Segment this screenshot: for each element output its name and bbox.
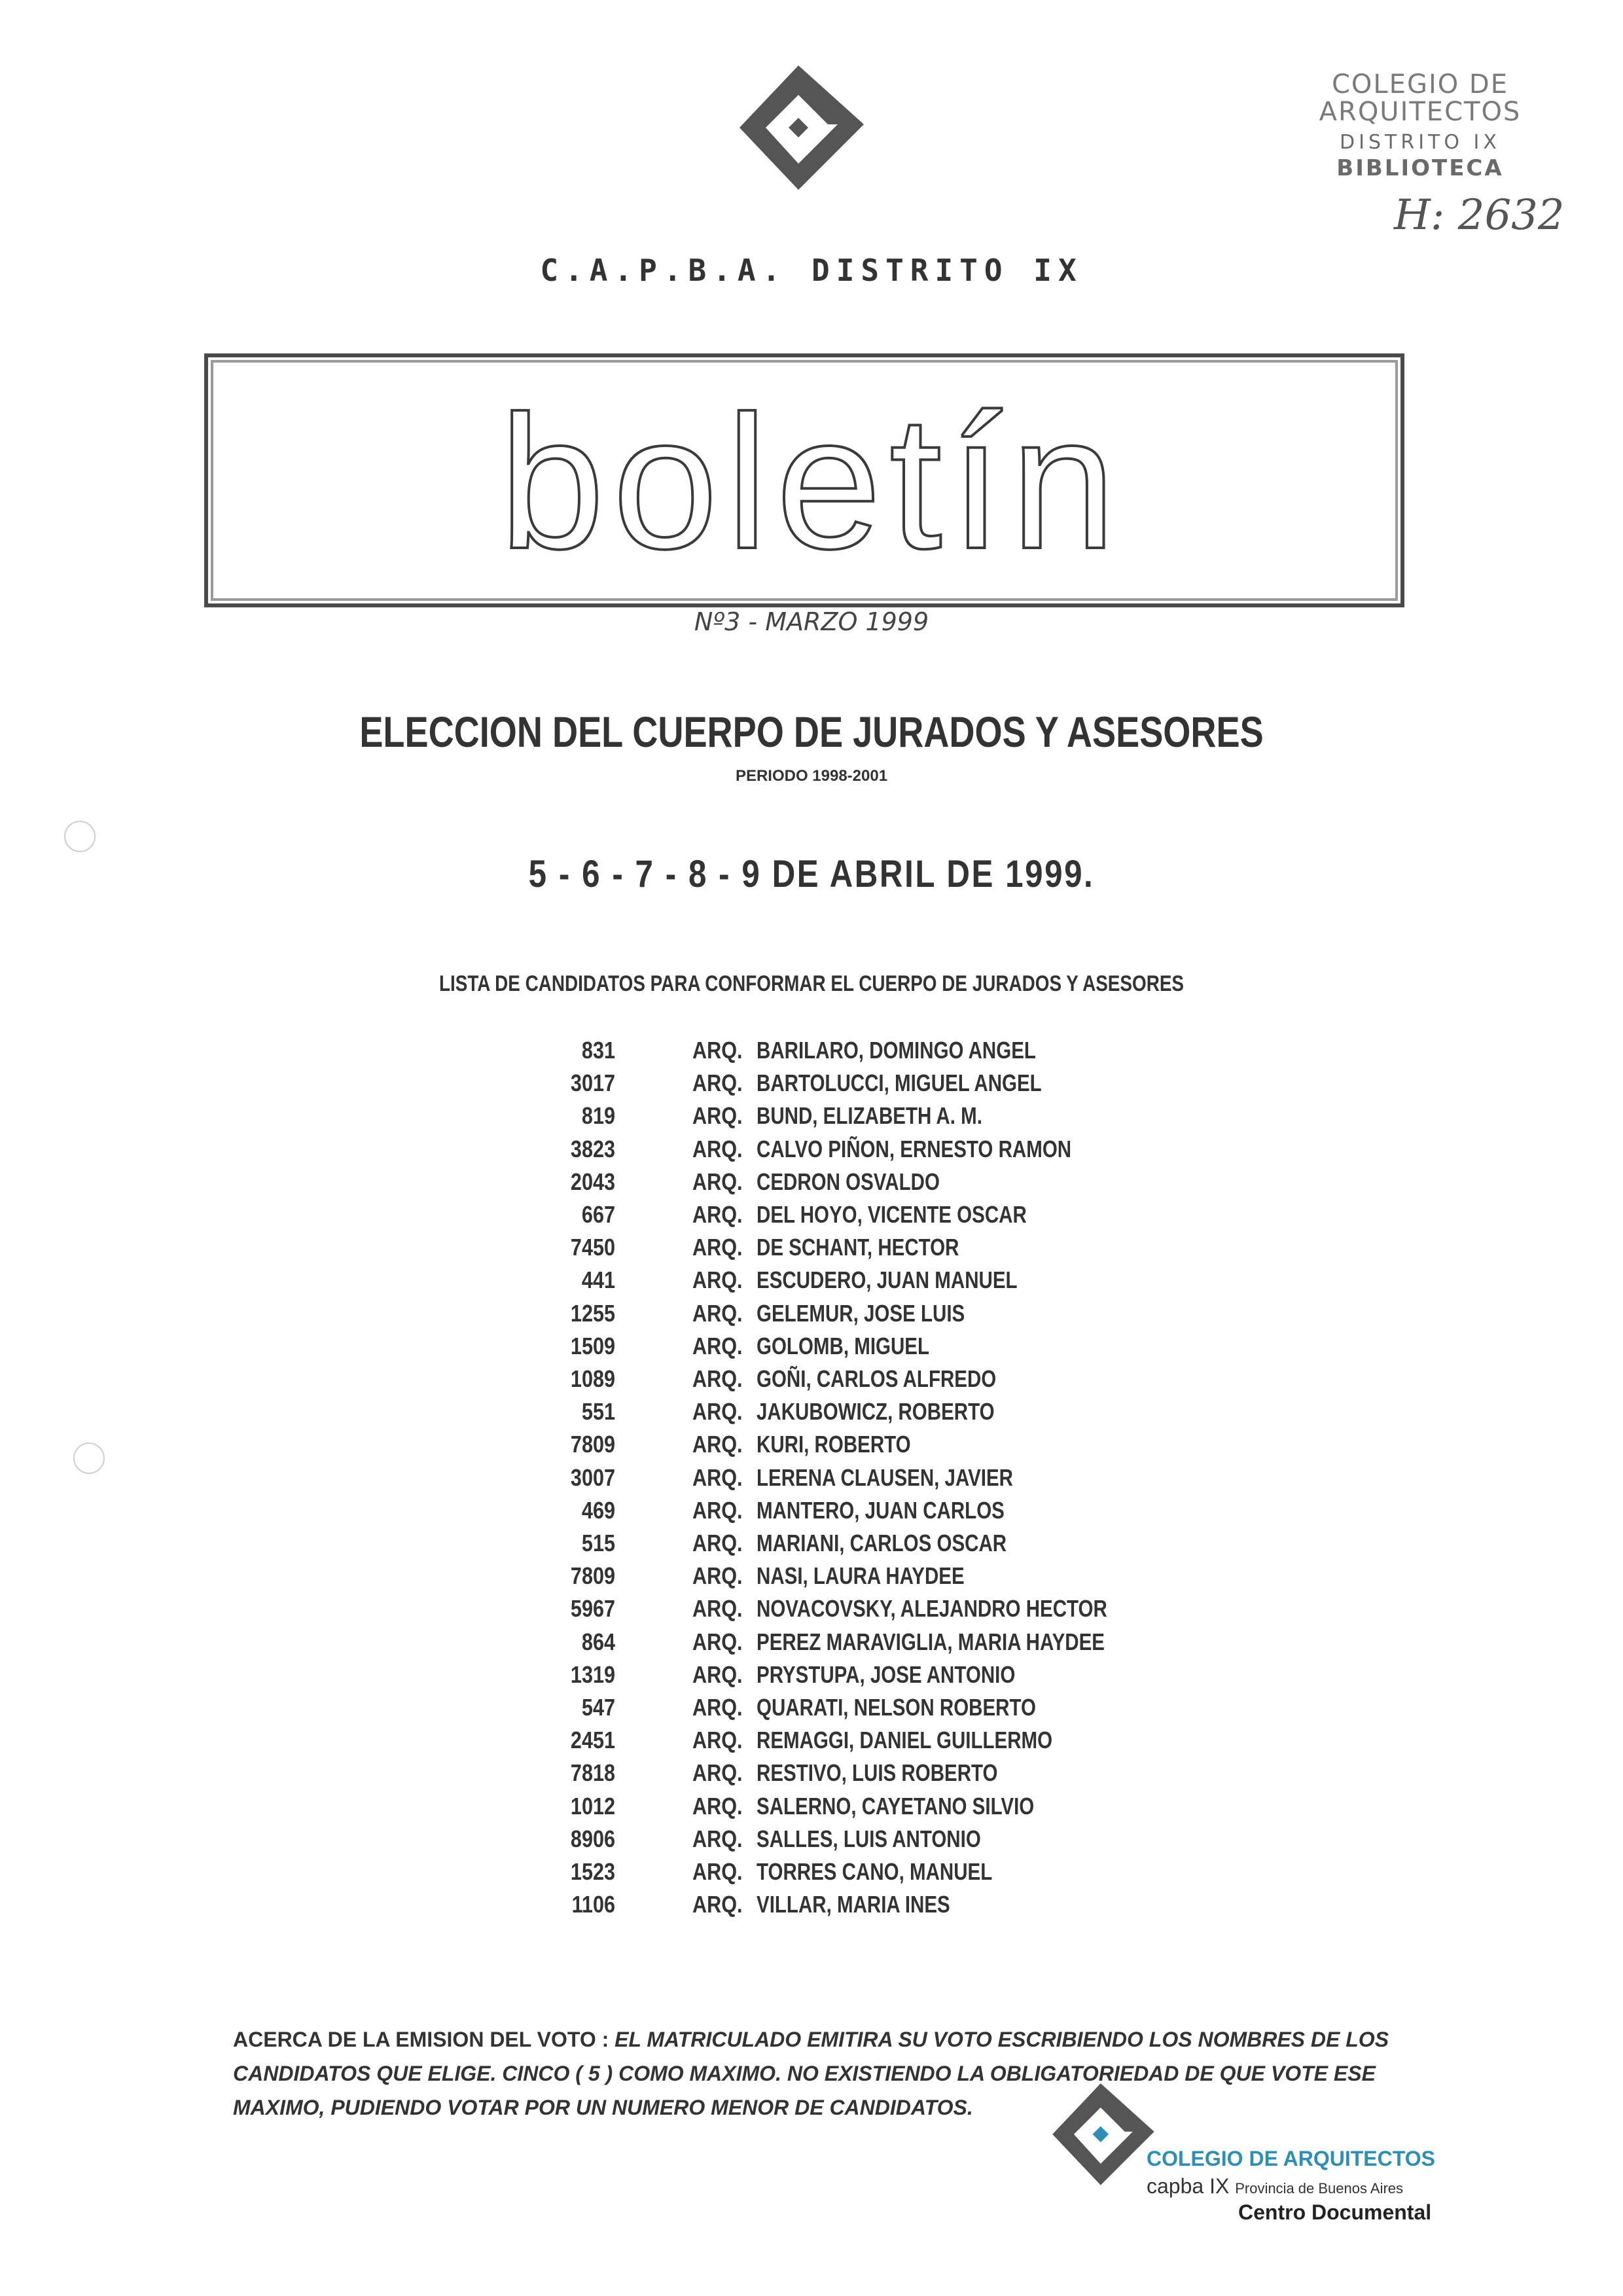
candidate-title: ARQ. bbox=[692, 1431, 743, 1458]
candidate-title: ARQ. bbox=[692, 1727, 743, 1754]
candidate-number: 7818 bbox=[570, 1759, 615, 1787]
candidate-number: 3007 bbox=[570, 1463, 615, 1491]
candidate-name: NOVACOVSKY, ALEJANDRO HECTOR bbox=[757, 1595, 1107, 1623]
candidate-title: ARQ. bbox=[692, 1069, 743, 1097]
candidate-name: SALERNO, CAYETANO SILVIO bbox=[757, 1792, 1035, 1820]
footer-department: Centro Documental bbox=[1238, 2200, 1432, 2224]
candidate-title: ARQ. bbox=[692, 1168, 743, 1195]
candidate-name: CEDRON OSVALDO bbox=[757, 1168, 940, 1195]
candidate-row bbox=[0, 1363, 1623, 1395]
candidate-title: ARQ. bbox=[692, 1562, 743, 1590]
candidate-name: BUND, ELIZABETH A. M. bbox=[757, 1102, 982, 1130]
candidate-title: ARQ. bbox=[692, 1365, 743, 1392]
candidate-number: 1106 bbox=[571, 1891, 615, 1918]
footer-org-name: COLEGIO DE ARQUITECTOS bbox=[1147, 2147, 1435, 2170]
candidate-number: 8906 bbox=[570, 1825, 615, 1852]
candidate-title: ARQ. bbox=[692, 1595, 743, 1623]
candidate-title: ARQ. bbox=[692, 1660, 743, 1688]
candidate-number: 2451 bbox=[570, 1727, 615, 1754]
candidate-row bbox=[0, 1133, 1623, 1166]
candidate-number: 831 bbox=[581, 1037, 615, 1064]
candidate-title: ARQ. bbox=[692, 1332, 743, 1359]
candidate-row bbox=[0, 1823, 1623, 1856]
candidate-row bbox=[0, 1724, 1623, 1757]
page-title: boletín bbox=[499, 376, 1124, 588]
candidate-name: JAKUBOWICZ, ROBERTO bbox=[757, 1398, 995, 1426]
candidate-name: NASI, LAURA HAYDEE bbox=[757, 1562, 965, 1590]
candidate-name: QUARATI, NELSON ROBERTO bbox=[757, 1694, 1036, 1721]
candidate-name: GELEMUR, JOSE LUIS bbox=[757, 1299, 965, 1327]
election-dates: 5 - 6 - 7 - 8 - 9 DE ABRIL DE 1999. bbox=[528, 853, 1095, 895]
candidate-row bbox=[0, 1330, 1623, 1363]
candidate-row bbox=[0, 1494, 1623, 1527]
candidate-name: CALVO PIÑON, ERNESTO RAMON bbox=[757, 1135, 1072, 1162]
candidate-title: ARQ. bbox=[692, 1135, 743, 1162]
candidate-row bbox=[0, 1527, 1623, 1560]
issue-number: Nº3 - MARZO 1999 bbox=[694, 607, 929, 636]
candidate-name: VILLAR, MARIA INES bbox=[757, 1891, 950, 1918]
candidate-row bbox=[0, 1462, 1623, 1494]
candidate-name: ESCUDERO, JUAN MANUEL bbox=[757, 1266, 1018, 1294]
candidate-title: ARQ. bbox=[692, 1694, 743, 1721]
header-line: C.A.P.B.A. DISTRITO IX bbox=[540, 253, 1083, 288]
library-stamp bbox=[1263, 71, 1577, 180]
candidate-name: LERENA CLAUSEN, JAVIER bbox=[757, 1463, 1014, 1491]
candidate-number: 667 bbox=[581, 1201, 615, 1228]
candidate-row bbox=[0, 1034, 1623, 1067]
candidate-row bbox=[0, 1888, 1623, 1921]
candidate-title: ARQ. bbox=[692, 1792, 743, 1820]
stamp-line-3: BIBLIOTECA bbox=[1336, 154, 1504, 181]
candidate-name: SALLES, LUIS ANTONIO bbox=[757, 1825, 981, 1852]
candidate-row bbox=[0, 1428, 1623, 1461]
candidate-title: ARQ. bbox=[692, 1037, 743, 1064]
candidate-number: 864 bbox=[581, 1628, 615, 1655]
candidate-row bbox=[0, 1100, 1623, 1132]
candidate-title: ARQ. bbox=[692, 1858, 743, 1885]
candidate-number: 7809 bbox=[570, 1431, 615, 1458]
candidate-name: TORRES CANO, MANUEL bbox=[757, 1858, 993, 1885]
handwritten-code: H: 2632 bbox=[1394, 191, 1565, 240]
candidate-number: 547 bbox=[581, 1694, 615, 1721]
candidate-title: ARQ. bbox=[692, 1891, 743, 1918]
candidate-row bbox=[0, 1166, 1623, 1198]
candidate-row bbox=[0, 1592, 1623, 1625]
candidate-number: 3017 bbox=[570, 1069, 615, 1097]
vote-note-lead: ACERCA DE LA EMISION DEL VOTO : bbox=[233, 2028, 609, 2051]
candidate-number: 1523 bbox=[570, 1858, 615, 1885]
candidate-title: ARQ. bbox=[692, 1234, 743, 1261]
candidate-name: RESTIVO, LUIS ROBERTO bbox=[757, 1759, 998, 1787]
candidate-row bbox=[0, 1198, 1623, 1231]
footer-district: capba IX bbox=[1147, 2174, 1230, 2198]
candidate-row bbox=[0, 1757, 1623, 1789]
candidate-title: ARQ. bbox=[692, 1759, 743, 1787]
candidate-title: ARQ. bbox=[692, 1463, 743, 1491]
candidate-number: 441 bbox=[581, 1266, 615, 1294]
candidate-number: 2043 bbox=[570, 1168, 615, 1195]
footer-district-line bbox=[1147, 2174, 1403, 2198]
capba-logo-icon bbox=[733, 65, 877, 196]
candidate-number: 469 bbox=[581, 1496, 615, 1524]
candidate-list-heading: LISTA DE CANDIDATOS PARA CONFORMAR EL CUERPO DE JURADOS Y ASESORES bbox=[438, 971, 1185, 996]
punch-hole bbox=[73, 1443, 105, 1474]
candidate-number: 1012 bbox=[570, 1792, 615, 1820]
candidate-row bbox=[0, 1231, 1623, 1264]
candidate-number: 1319 bbox=[570, 1660, 615, 1688]
candidate-row bbox=[0, 1560, 1623, 1592]
election-period: PERIODO 1998-2001 bbox=[735, 767, 888, 785]
candidate-number: 7809 bbox=[570, 1562, 615, 1590]
candidate-number: 551 bbox=[581, 1398, 615, 1426]
candidate-name: REMAGGI, DANIEL GUILLERMO bbox=[757, 1727, 1053, 1754]
vote-note bbox=[233, 2022, 1411, 2125]
candidate-row bbox=[0, 1659, 1623, 1691]
candidate-name: DEL HOYO, VICENTE OSCAR bbox=[757, 1201, 1027, 1228]
candidate-number: 7450 bbox=[570, 1234, 615, 1261]
candidate-name: GOLOMB, MIGUEL bbox=[757, 1332, 930, 1359]
candidate-name: PRYSTUPA, JOSE ANTONIO bbox=[757, 1660, 1016, 1688]
candidate-title: ARQ. bbox=[692, 1201, 743, 1228]
stamp-line-2: DISTRITO IX bbox=[1340, 131, 1501, 154]
candidate-title: ARQ. bbox=[692, 1628, 743, 1655]
candidate-name: GOÑI, CARLOS ALFREDO bbox=[757, 1365, 997, 1392]
candidate-name: KURI, ROBERTO bbox=[757, 1431, 911, 1458]
candidate-title: ARQ. bbox=[692, 1398, 743, 1426]
candidate-name: MANTERO, JUAN CARLOS bbox=[757, 1496, 1005, 1524]
candidate-name: BARILARO, DOMINGO ANGEL bbox=[757, 1037, 1036, 1064]
candidate-row bbox=[0, 1264, 1623, 1297]
candidate-row bbox=[0, 1626, 1623, 1659]
stamp-line-1: COLEGIO DE ARQUITECTOS bbox=[1319, 69, 1522, 127]
candidate-number: 5967 bbox=[570, 1595, 615, 1623]
candidate-number: 1089 bbox=[570, 1365, 615, 1392]
footer-province: Provincia de Buenos Aires bbox=[1235, 2180, 1404, 2197]
candidate-name: PEREZ MARAVIGLIA, MARIA HAYDEE bbox=[757, 1628, 1105, 1655]
candidate-title: ARQ. bbox=[692, 1496, 743, 1524]
punch-hole bbox=[64, 821, 96, 852]
candidate-title: ARQ. bbox=[692, 1266, 743, 1294]
candidate-name: BARTOLUCCI, MIGUEL ANGEL bbox=[757, 1069, 1042, 1097]
candidate-title: ARQ. bbox=[692, 1102, 743, 1130]
candidate-number: 3823 bbox=[570, 1135, 615, 1162]
candidate-number: 819 bbox=[581, 1102, 615, 1130]
candidate-row bbox=[0, 1297, 1623, 1330]
vote-note-body: EL MATRICULADO EMITIRA SU VOTO ESCRIBIENDO LOS NOMBRES DE LOS CANDIDATOS QUE ELIGE. CINCO ( 5 ) COMO MAXIMO. NO EXISTIENDO LA OBLIGATORIEDAD DE QUE VOTE ESE MAXIMO, PUDIENDO VOTAR POR UN NUMERO MENOR DE CANDIDATOS. bbox=[233, 2028, 1389, 2119]
candidate-title: ARQ. bbox=[692, 1299, 743, 1327]
candidate-row bbox=[0, 1856, 1623, 1888]
candidate-row bbox=[0, 1067, 1623, 1100]
candidate-title: ARQ. bbox=[692, 1530, 743, 1556]
candidate-row bbox=[0, 1691, 1623, 1724]
election-title: ELECCION DEL CUERPO DE JURADOS Y ASESORES bbox=[359, 708, 1264, 756]
candidate-number: 515 bbox=[581, 1530, 615, 1556]
candidate-number: 1255 bbox=[570, 1299, 615, 1327]
candidate-row bbox=[0, 1790, 1623, 1823]
candidate-name: DE SCHANT, HECTOR bbox=[757, 1234, 959, 1261]
candidate-name: MARIANI, CARLOS OSCAR bbox=[757, 1530, 1007, 1556]
candidate-title: ARQ. bbox=[692, 1825, 743, 1852]
candidate-row bbox=[0, 1395, 1623, 1428]
candidate-number: 1509 bbox=[570, 1332, 615, 1359]
